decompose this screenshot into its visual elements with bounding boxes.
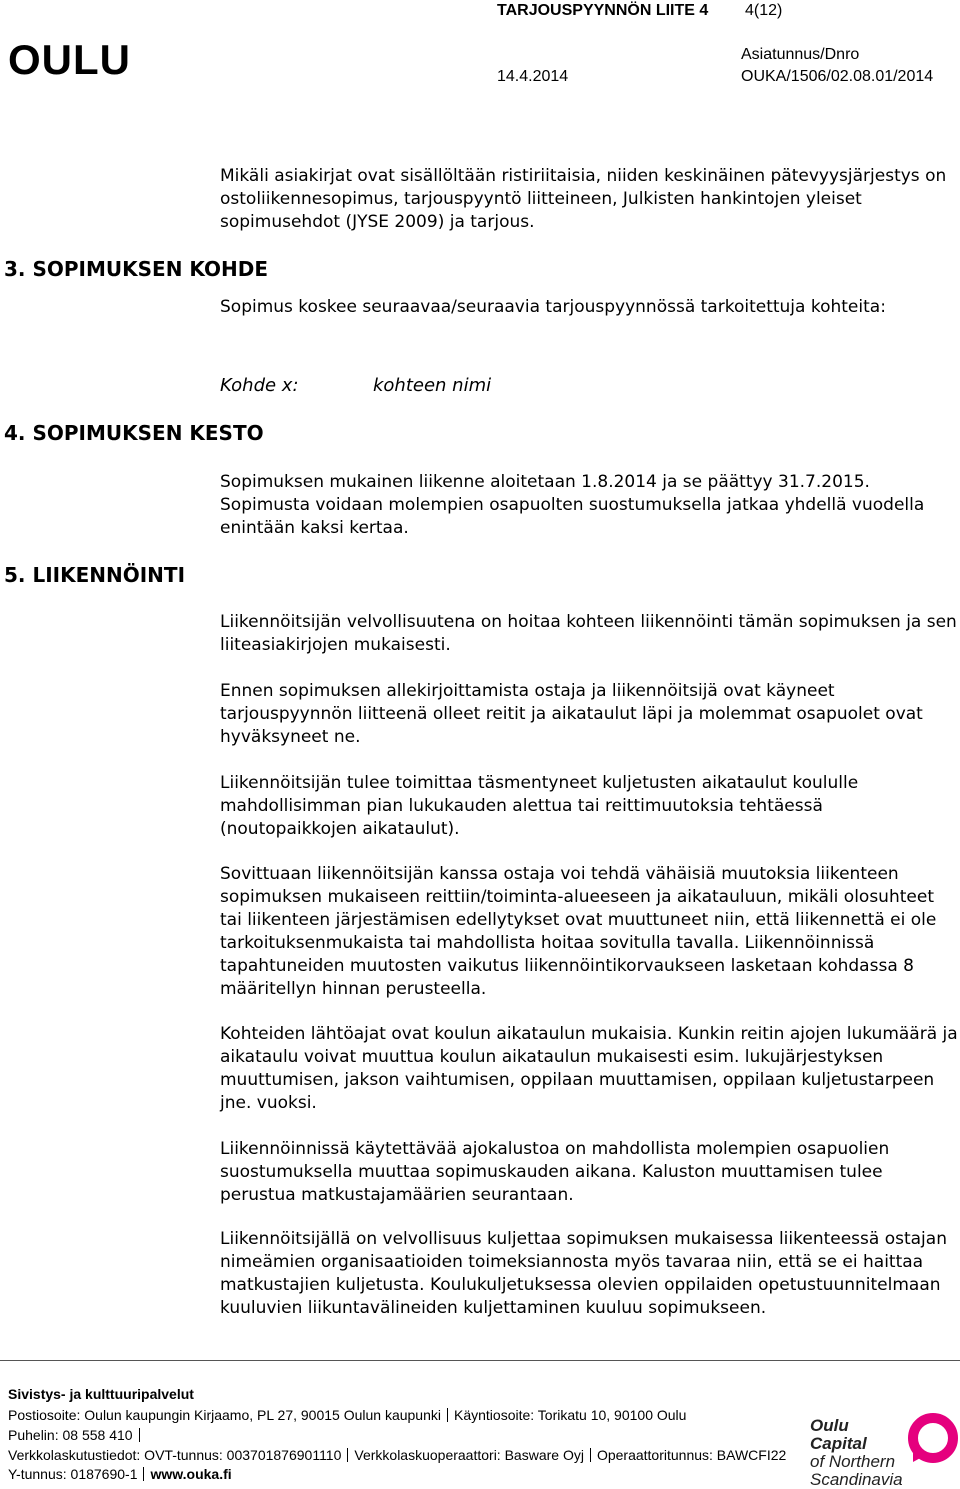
footer-phone: Puhelin: 08 558 410 [8, 1427, 133, 1443]
footer-operator-id: Operaattoritunnus: BAWCFI22 [596, 1447, 787, 1463]
footer-separator [347, 1448, 348, 1462]
footer-website-link[interactable]: www.ouka.fi [150, 1466, 232, 1482]
section-5-paragraph-6: Liikennöinnissä käytettävää ajokalustoa on mahdollista molempien osapuolien suostumuksella muuttaa sopimuskauden aikana. Kaluston muuttamisen tulee perustua matkustajamäärien seurantaan. [220, 1139, 890, 1205]
section-5-paragraph-1: Liikennöitsijän velvollisuutena on hoitaa kohteen liikennöinti tämän sopimuksen ja sen liiteasiakirjojen mukaisesti. [220, 612, 957, 655]
document-date: 14.4.2014 [497, 68, 569, 85]
section-5-paragraph-7: Liikennöitsijällä on velvollisuus kuljettaa sopimuksen mukaisessa liikenteessä ostajan nimeämien organisaatioiden toimeksiannosta myös tavaraa niin, että se ei haittaa matkustajien kuljetusta. Koulukuljetuksessa olevien oppilaiden opetustuunnitelmaan kuuluvien liikuntavälineiden kuljettaminen kuuluu sopimukseen. [220, 1229, 947, 1318]
footer-operator: Verkkolaskuoperaattori: Basware Oyj [354, 1447, 584, 1463]
section-3-text: Sopimus koskee seuraavaa/seuraavia tarjouspyynnössä tarkoitettuja kohteita: [220, 297, 886, 317]
intro-paragraph: Mikäli asiakirjat ovat sisällöltään ristiriitaisia, niiden keskinäinen pätevyysjärjestys on ostoliikennesopimus, tarjouspyyntö liitteineen, Julkisten hankintojen yleiset sopimusehdot (JYSE 2009) ja tarjous. [220, 166, 947, 232]
capital-logo-line-2: of Northern [810, 1452, 896, 1471]
document-title: TARJOUSPYYNNÖN LIITE 4 [497, 2, 709, 19]
section-5-heading: 5. LIIKENNÖINTI [4, 563, 186, 587]
section-5-paragraph-2: Ennen sopimuksen allekirjoittamista ostaja ja liikennöitsijä ovat käyneet tarjouspyynnön liitteenä olleet reitit ja aikataulut läpi ja molemmat osapuolet ovat hyväksyneet ne. [220, 681, 923, 747]
bubble-ring [913, 1418, 953, 1458]
footer-divider [0, 1360, 960, 1361]
footer-visit-address: Käyntiosoite: Torikatu 10, 90100 Oulu [454, 1407, 687, 1423]
footer-business-id: Y-tunnus: 0187690-1 [8, 1466, 138, 1482]
footer-separator [447, 1408, 448, 1422]
capital-logo-line-1: Oulu Capital [810, 1416, 867, 1453]
kohde-value: kohteen nimi [373, 375, 492, 396]
section-4-heading: 4. SOPIMUKSEN KESTO [4, 421, 264, 445]
section-5-paragraph-5: Kohteiden lähtöajat ovat koulun aikataulun mukaisia. Kunkin reitin ajojen lukumäärä ja aikataulu voivat muuttua koulun aikataulun mukaisesti esim. lukujärjestyksen muuttumisen, jakson vaihtumisen, oppilaan muuttamisen, oppilaan kuljetustarpeen jne. vuoksi. [220, 1024, 958, 1113]
oulu-logo: OULU [8, 36, 131, 83]
section-3-heading: 3. SOPIMUKSEN KOHDE [4, 257, 268, 281]
section-5-paragraph-3: Liikennöitsijän tulee toimittaa täsmentyneet kuljetusten aikataulut koululle mahdollisimman pian lukukauden alettua tai reittimuutoksia tehtäessä (noutopaikkojen aikataulut). [220, 773, 859, 839]
page-number: 4(12) [745, 2, 783, 19]
section-5-paragraph-4: Sovittuaan liikennöitsijän kanssa ostaja voi tehdä vähäisiä muutoksia liikenteen sopimuksen mukaiseen reittiin/toiminta-alueeseen ja aikatauluun, mikäli olosuhteet tai liikenteen järjestämisen edellytykset ovat muuttuneet niin, että liikennettä ei ole tarkoituksenmukaista tai mahdollista hoitaa sovitulla tavalla. Liikennöinnissä tapahtuneiden muutosten vaikutus liikennöintikorvaukseen lasketaan kohdassa 8 määritellyn hinnan perusteella. [220, 864, 937, 999]
footer-postal-address: Postiosoite: Oulun kaupungin Kirjaamo, PL 27, 90015 Oulun kaupunki [8, 1407, 441, 1423]
capital-logo-line-3: Scandinavia [810, 1470, 903, 1489]
footer-phone-line [8, 1427, 146, 1443]
footer-organization: Sivistys- ja kulttuuripalvelut [8, 1386, 194, 1402]
footer-separator [139, 1428, 140, 1442]
kohde-label: Kohde x: [220, 375, 299, 396]
footer-id-line [8, 1466, 232, 1482]
footer-separator [590, 1448, 591, 1462]
reference-number: OUKA/1506/02.08.01/2014 [741, 68, 934, 85]
capital-of-northern-scandinavia-logo [810, 1417, 906, 1489]
footer-address-line [8, 1407, 686, 1423]
section-4-text: Sopimuksen mukainen liikenne aloitetaan 1.8.2014 ja se päättyy 31.7.2015. Sopimusta voidaan molempien osapuolten suostumuksella jatkaa yhdellä vuodella enintään kaksi kertaa. [220, 472, 925, 538]
reference-label: Asiatunnus/Dnro [741, 46, 860, 63]
footer-billing: Verkkolaskutustiedot: OVT-tunnus: 003701876901110 [8, 1447, 342, 1463]
speech-bubble-icon [908, 1413, 958, 1463]
footer-separator [143, 1467, 144, 1481]
footer-billing-line [8, 1447, 786, 1463]
